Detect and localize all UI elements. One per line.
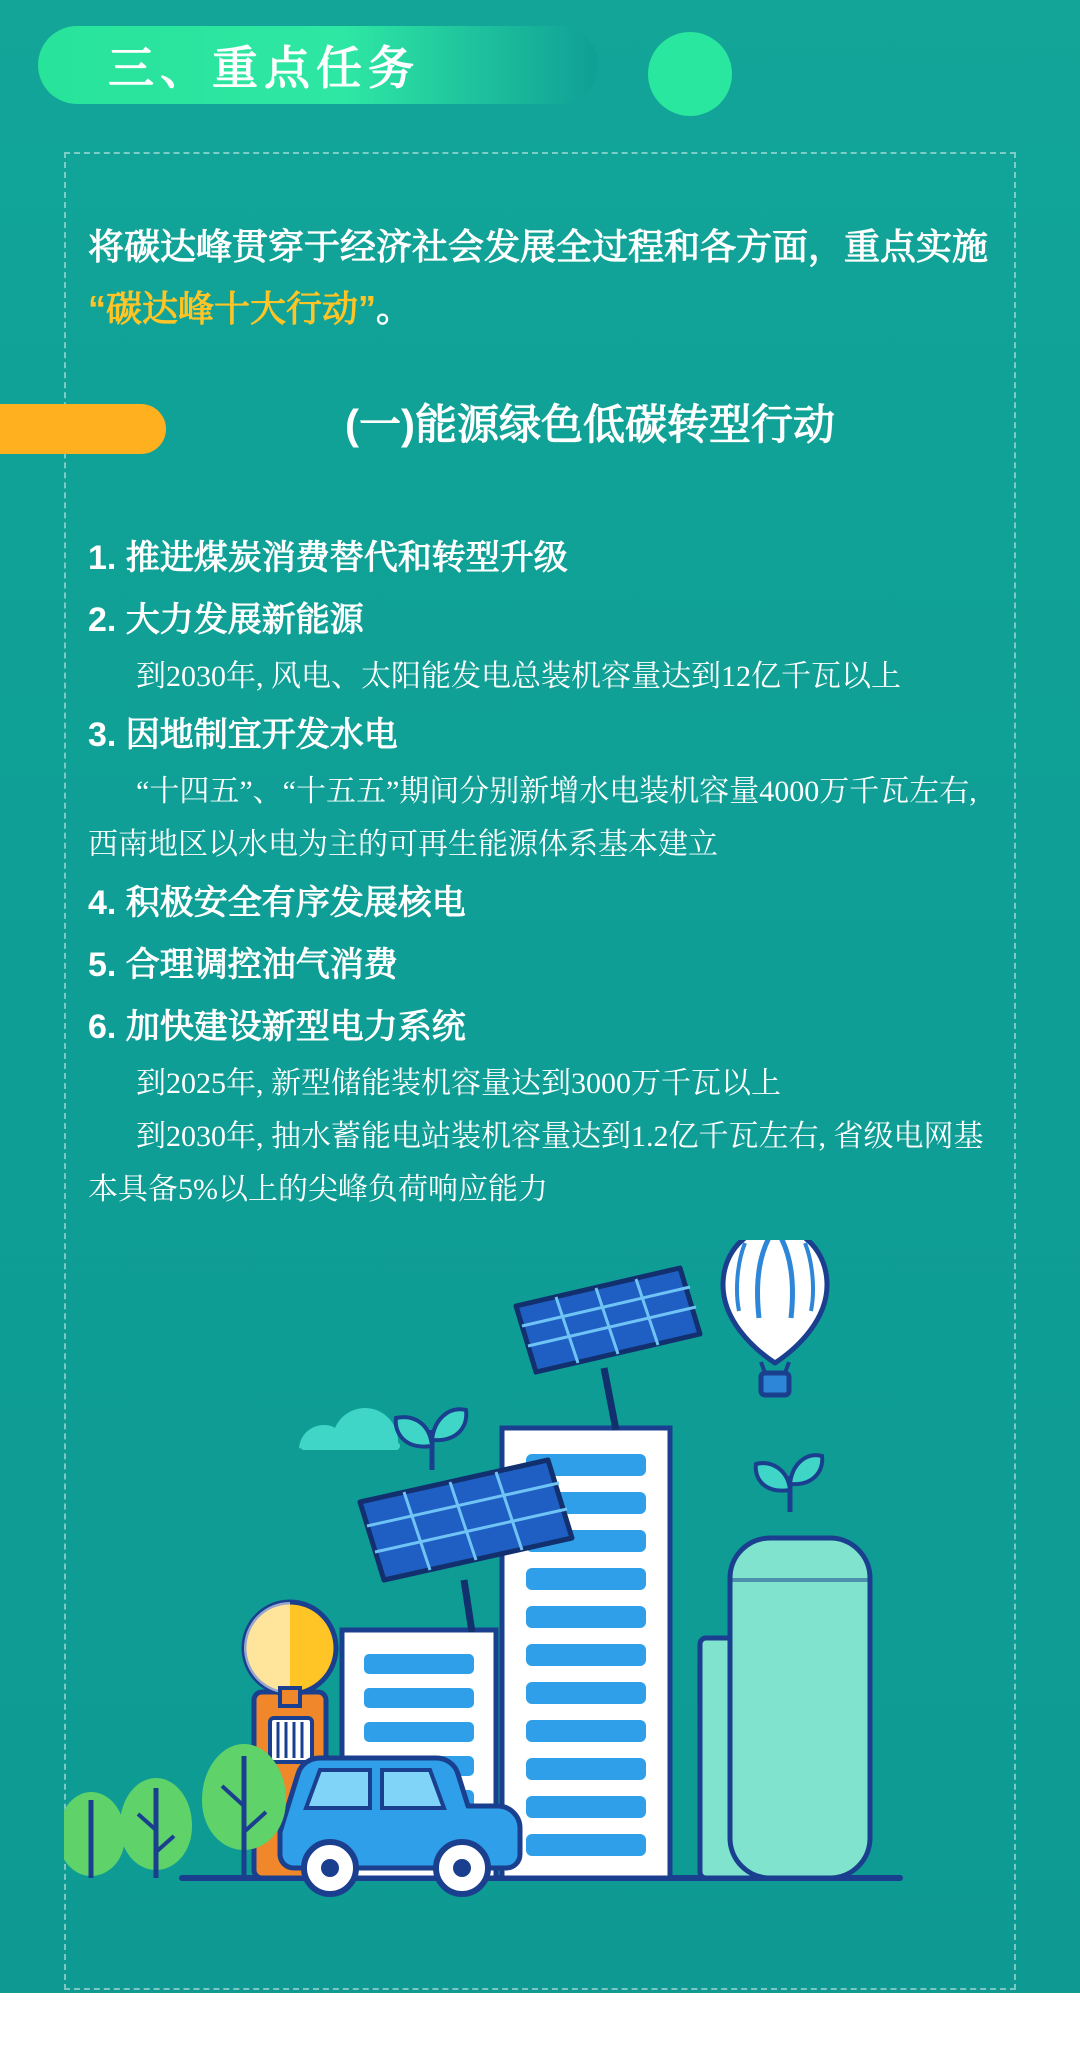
hot-air-balloon-icon <box>723 1240 827 1395</box>
list-item-title: 5. 合理调控油气消费 <box>88 946 398 984</box>
cloud-icon <box>299 1408 400 1450</box>
list-item <box>88 935 988 995</box>
lead-text-part2: 。 <box>376 288 413 329</box>
circle-decoration-icon <box>648 32 732 116</box>
list-item-title: 2. 大力发展新能源 <box>88 601 364 639</box>
lead-paragraph <box>88 216 988 340</box>
list-item-note: 到2025年, 新型储能装机容量达到3000万千瓦以上 <box>136 1067 781 1100</box>
list-item-title: 6. 加快建设新型电力系统 <box>88 1008 466 1046</box>
sprout-icon <box>396 1409 466 1470</box>
page-title: 三、重点任务 <box>108 42 420 94</box>
list-item <box>88 705 988 871</box>
list-item-note: 到2030年, 抽水蓄能电站装机容量达到1.2亿千瓦左右, 省级电网基本具备5%以上的尖峰负荷响应能力 <box>88 1120 984 1206</box>
tree-icon <box>64 1792 125 1878</box>
orange-tab-marker-icon <box>0 404 166 454</box>
list-item <box>88 873 988 933</box>
list-item-title: 4. 积极安全有序发展核电 <box>88 884 466 922</box>
page-header <box>38 26 1042 104</box>
green-energy-city-illustration <box>64 1240 1016 1980</box>
bottom-strip <box>0 1993 1080 2055</box>
storage-tank-icon <box>700 1538 870 1878</box>
list-item <box>88 997 988 1216</box>
task-list <box>88 528 988 1218</box>
tree-icon <box>120 1778 192 1878</box>
section-title: (一)能源绿色低碳转型行动 <box>345 401 835 448</box>
sprout-icon <box>756 1455 822 1512</box>
list-item-note: 到2030年, 风电、太阳能发电总装机容量达到12亿千瓦以上 <box>136 660 901 693</box>
list-item-note: “十四五”、“十五五”期间分别新增水电装机容量4000万千瓦左右, 西南地区以水电为主的可再生能源体系基本建立 <box>88 775 977 861</box>
list-item <box>88 528 988 588</box>
list-item-title: 1. 推进煤炭消费替代和转型升级 <box>88 539 568 577</box>
list-item <box>88 590 988 703</box>
lead-highlight: “碳达峰十大行动” <box>88 288 377 329</box>
lead-text-part1: 将碳达峰贯穿于经济社会发展全过程和各方面，重点实施 <box>88 226 989 267</box>
list-item-title: 3. 因地制宜开发水电 <box>88 716 398 754</box>
solar-panel-icon <box>516 1268 700 1430</box>
